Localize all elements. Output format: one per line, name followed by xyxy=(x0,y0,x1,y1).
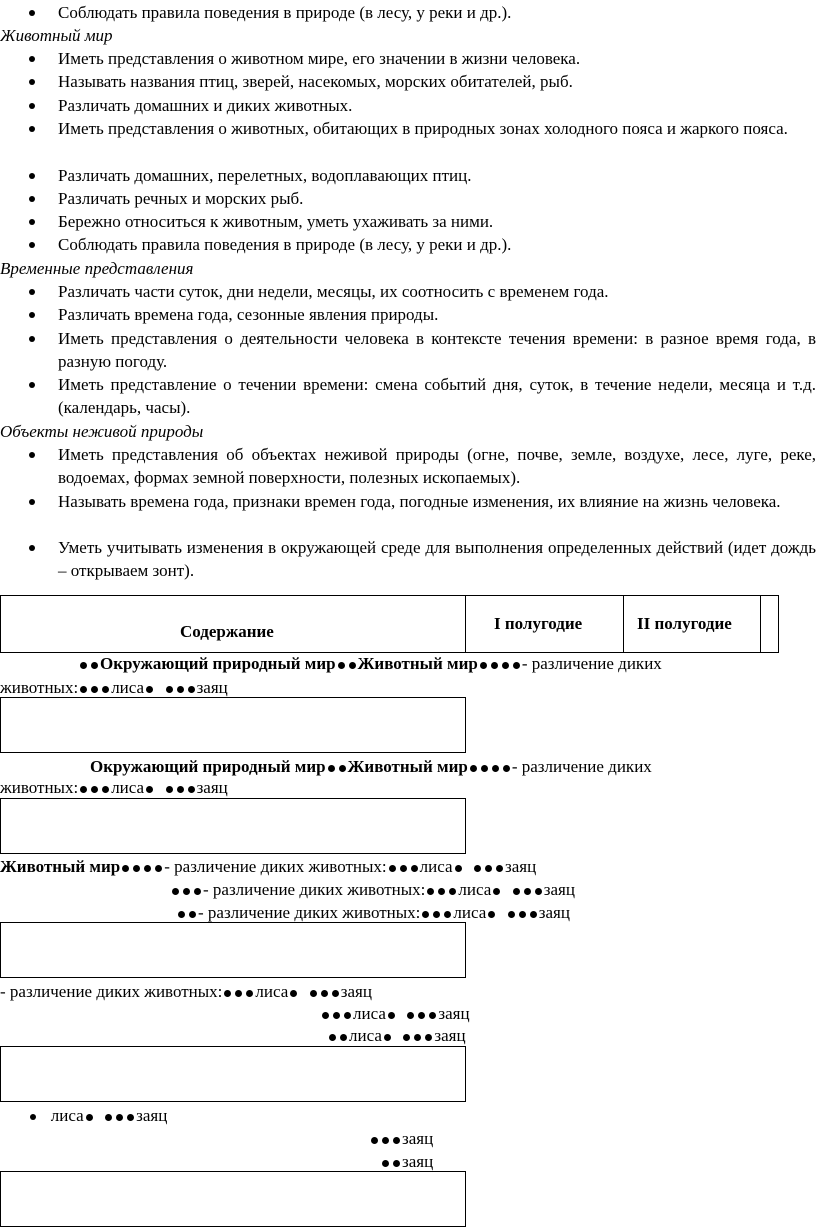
frag-line-9: лиса заяц xyxy=(320,1004,470,1024)
frag-line-2: животных: лиса заяц xyxy=(0,678,228,697)
header-half1: I полугодие xyxy=(494,614,583,633)
bullet-icon xyxy=(29,10,35,16)
bullet-icon xyxy=(29,545,35,551)
bullet-icon xyxy=(29,56,35,62)
list-item: Иметь представления о животном мире, его значении в жизни человека. xyxy=(58,49,581,68)
frag-line-12: заяц xyxy=(369,1129,433,1149)
bullet-icon xyxy=(29,382,35,388)
section-heading: Объекты неживой природы xyxy=(0,422,204,441)
list-item: Называть названия птиц, зверей, насекомых, морских обитателей, рыб. xyxy=(58,72,573,91)
bullet-icon xyxy=(29,173,35,179)
frag-line-6: - различение диких животных: лиса заяц xyxy=(170,880,575,900)
frag-line-5: Животный мир - различение диких животных: лиса заяц xyxy=(0,857,537,876)
list-item: Различать речных и морских рыб. xyxy=(58,189,304,208)
empty-cell xyxy=(0,1171,466,1227)
list-item: Иметь представление о течении времени: смена событий дня, суток, в течение недели, месяца и т.д. (календарь, часы). xyxy=(58,375,816,417)
frag-line-4: животных: лиса заяц xyxy=(0,778,228,797)
list-item: Уметь учитывать изменения в окружающей среде для выполнения определенных действий (идет дождь – открываем зонт). xyxy=(58,538,816,580)
list-item: Различать домашних, перелетных, водоплавающих птиц. xyxy=(58,166,472,185)
frag-line-1: Окружающий природный мир Животный мир - различение диких xyxy=(78,654,662,674)
section-heading: Временные представления xyxy=(0,259,194,278)
bullet-icon xyxy=(29,242,35,248)
frag-line-11: лиса заяц xyxy=(28,1106,167,1126)
frag-line-10: лиса заяц xyxy=(327,1026,466,1046)
list-item: Иметь представления о животных, обитающих в природных зонах холодного пояса и жаркого пояса. xyxy=(58,119,788,138)
list-item: Различать части суток, дни недели, месяцы, их соотносить с временем года. xyxy=(58,282,609,301)
list-item: Называть времена года, признаки времен года, погодные изменения, их влияние на жизнь человека. xyxy=(58,492,781,511)
bullet-icon xyxy=(29,196,35,202)
header-half2: II полугодие xyxy=(637,614,732,633)
header-content: Содержание xyxy=(180,622,274,641)
list-item: Соблюдать правила поведения в природе (в лесу, у реки и др.). xyxy=(58,235,512,254)
list-item: Различать домашних и диких животных. xyxy=(58,96,353,115)
bullet-icon xyxy=(29,126,35,132)
list-item: Иметь представления об объектах неживой природы (огне, почве, земле, воздухе, лесе, луге, реке, водоемах, формах земной поверхности, полезных ископаемых). xyxy=(58,445,816,487)
bullet-icon xyxy=(29,312,35,318)
frag-line-8: - различение диких животных: лиса заяц xyxy=(0,982,372,1001)
empty-cell xyxy=(0,798,466,854)
bullet-icon xyxy=(29,103,35,109)
list-item: Бережно относиться к животным, уметь ухаживать за ними. xyxy=(58,212,494,231)
bullet-icon xyxy=(29,499,35,505)
frag-line-13: заяц xyxy=(380,1152,433,1172)
list-item: Различать времена года, сезонные явления природы. xyxy=(58,305,439,324)
empty-cell xyxy=(0,1046,466,1102)
list-item: Иметь представления о деятельности человека в контексте течения времени: в разное время года, в разную погоду. xyxy=(58,329,816,371)
list-item: Соблюдать правила поведения в природе (в лесу, у реки и др.). xyxy=(58,3,512,22)
bullet-icon xyxy=(29,336,35,342)
frag-line-7: - различение диких животных: лиса заяц xyxy=(176,903,570,923)
bullet-icon xyxy=(29,219,35,225)
bullet-icon xyxy=(29,289,35,295)
empty-cell xyxy=(0,697,466,753)
empty-cell xyxy=(0,922,466,978)
frag-line-3: Окружающий природный мир Животный мир - различение диких xyxy=(90,757,652,776)
section-heading: Животный мир xyxy=(0,26,113,45)
bullet-icon xyxy=(29,79,35,85)
bullet-icon xyxy=(29,452,35,458)
